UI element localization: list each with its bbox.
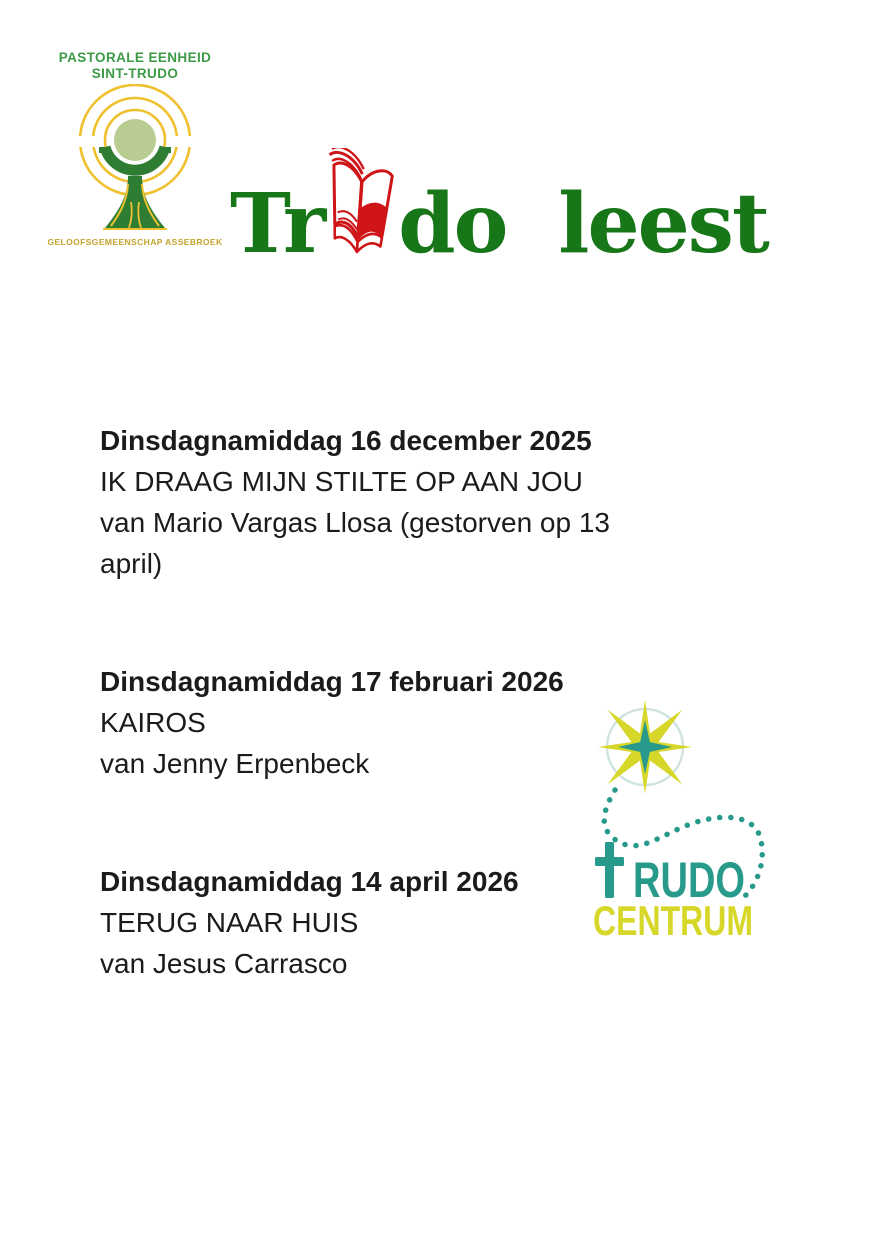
trudo-centrum-logo	[583, 692, 783, 952]
event-item-3	[100, 861, 660, 984]
centrum-text: CENTRUM	[593, 897, 753, 944]
event-date: Dinsdagnamiddag 17 februari 2026	[100, 666, 564, 697]
chalice-monstrance-icon	[47, 84, 223, 236]
title-part2: do	[398, 176, 507, 272]
pastoral-logo-footer: GELOOFSGEMEENSCHAP ASSEBROEK	[47, 237, 223, 247]
event-author: van Jenny Erpenbeck	[100, 748, 370, 779]
cross-icon	[595, 842, 624, 898]
title-part3: leest	[558, 176, 768, 272]
event-book-title: KAIROS	[100, 707, 206, 738]
event-book-title: IK DRAAG MIJN STILTE OP AAN JOU	[100, 466, 583, 497]
event-date: Dinsdagnamiddag 16 december 2025	[100, 425, 592, 456]
pastoral-logo-line1: PASTORALE EENHEID	[58, 50, 212, 65]
title-part1: Tr	[230, 176, 325, 272]
event-book-title: TERUG NAAR HUIS	[100, 907, 359, 938]
event-author: van Mario Vargas Llosa (gestorven op 13 april)	[100, 507, 610, 579]
events-list	[100, 420, 660, 1061]
event-item-2	[100, 661, 660, 784]
trudo-text: RUDO	[633, 852, 745, 908]
event-item-1	[100, 420, 660, 584]
open-book-icon	[318, 148, 402, 288]
compass-rose-icon	[598, 700, 692, 794]
event-author: van Jesus Carrasco	[100, 948, 348, 979]
event-date: Dinsdagnamiddag 14 april 2026	[100, 866, 519, 897]
pastoral-unit-logo	[38, 50, 232, 247]
page-title	[230, 148, 768, 274]
pastoral-logo-line2: SINT-TRUDO	[91, 66, 179, 81]
